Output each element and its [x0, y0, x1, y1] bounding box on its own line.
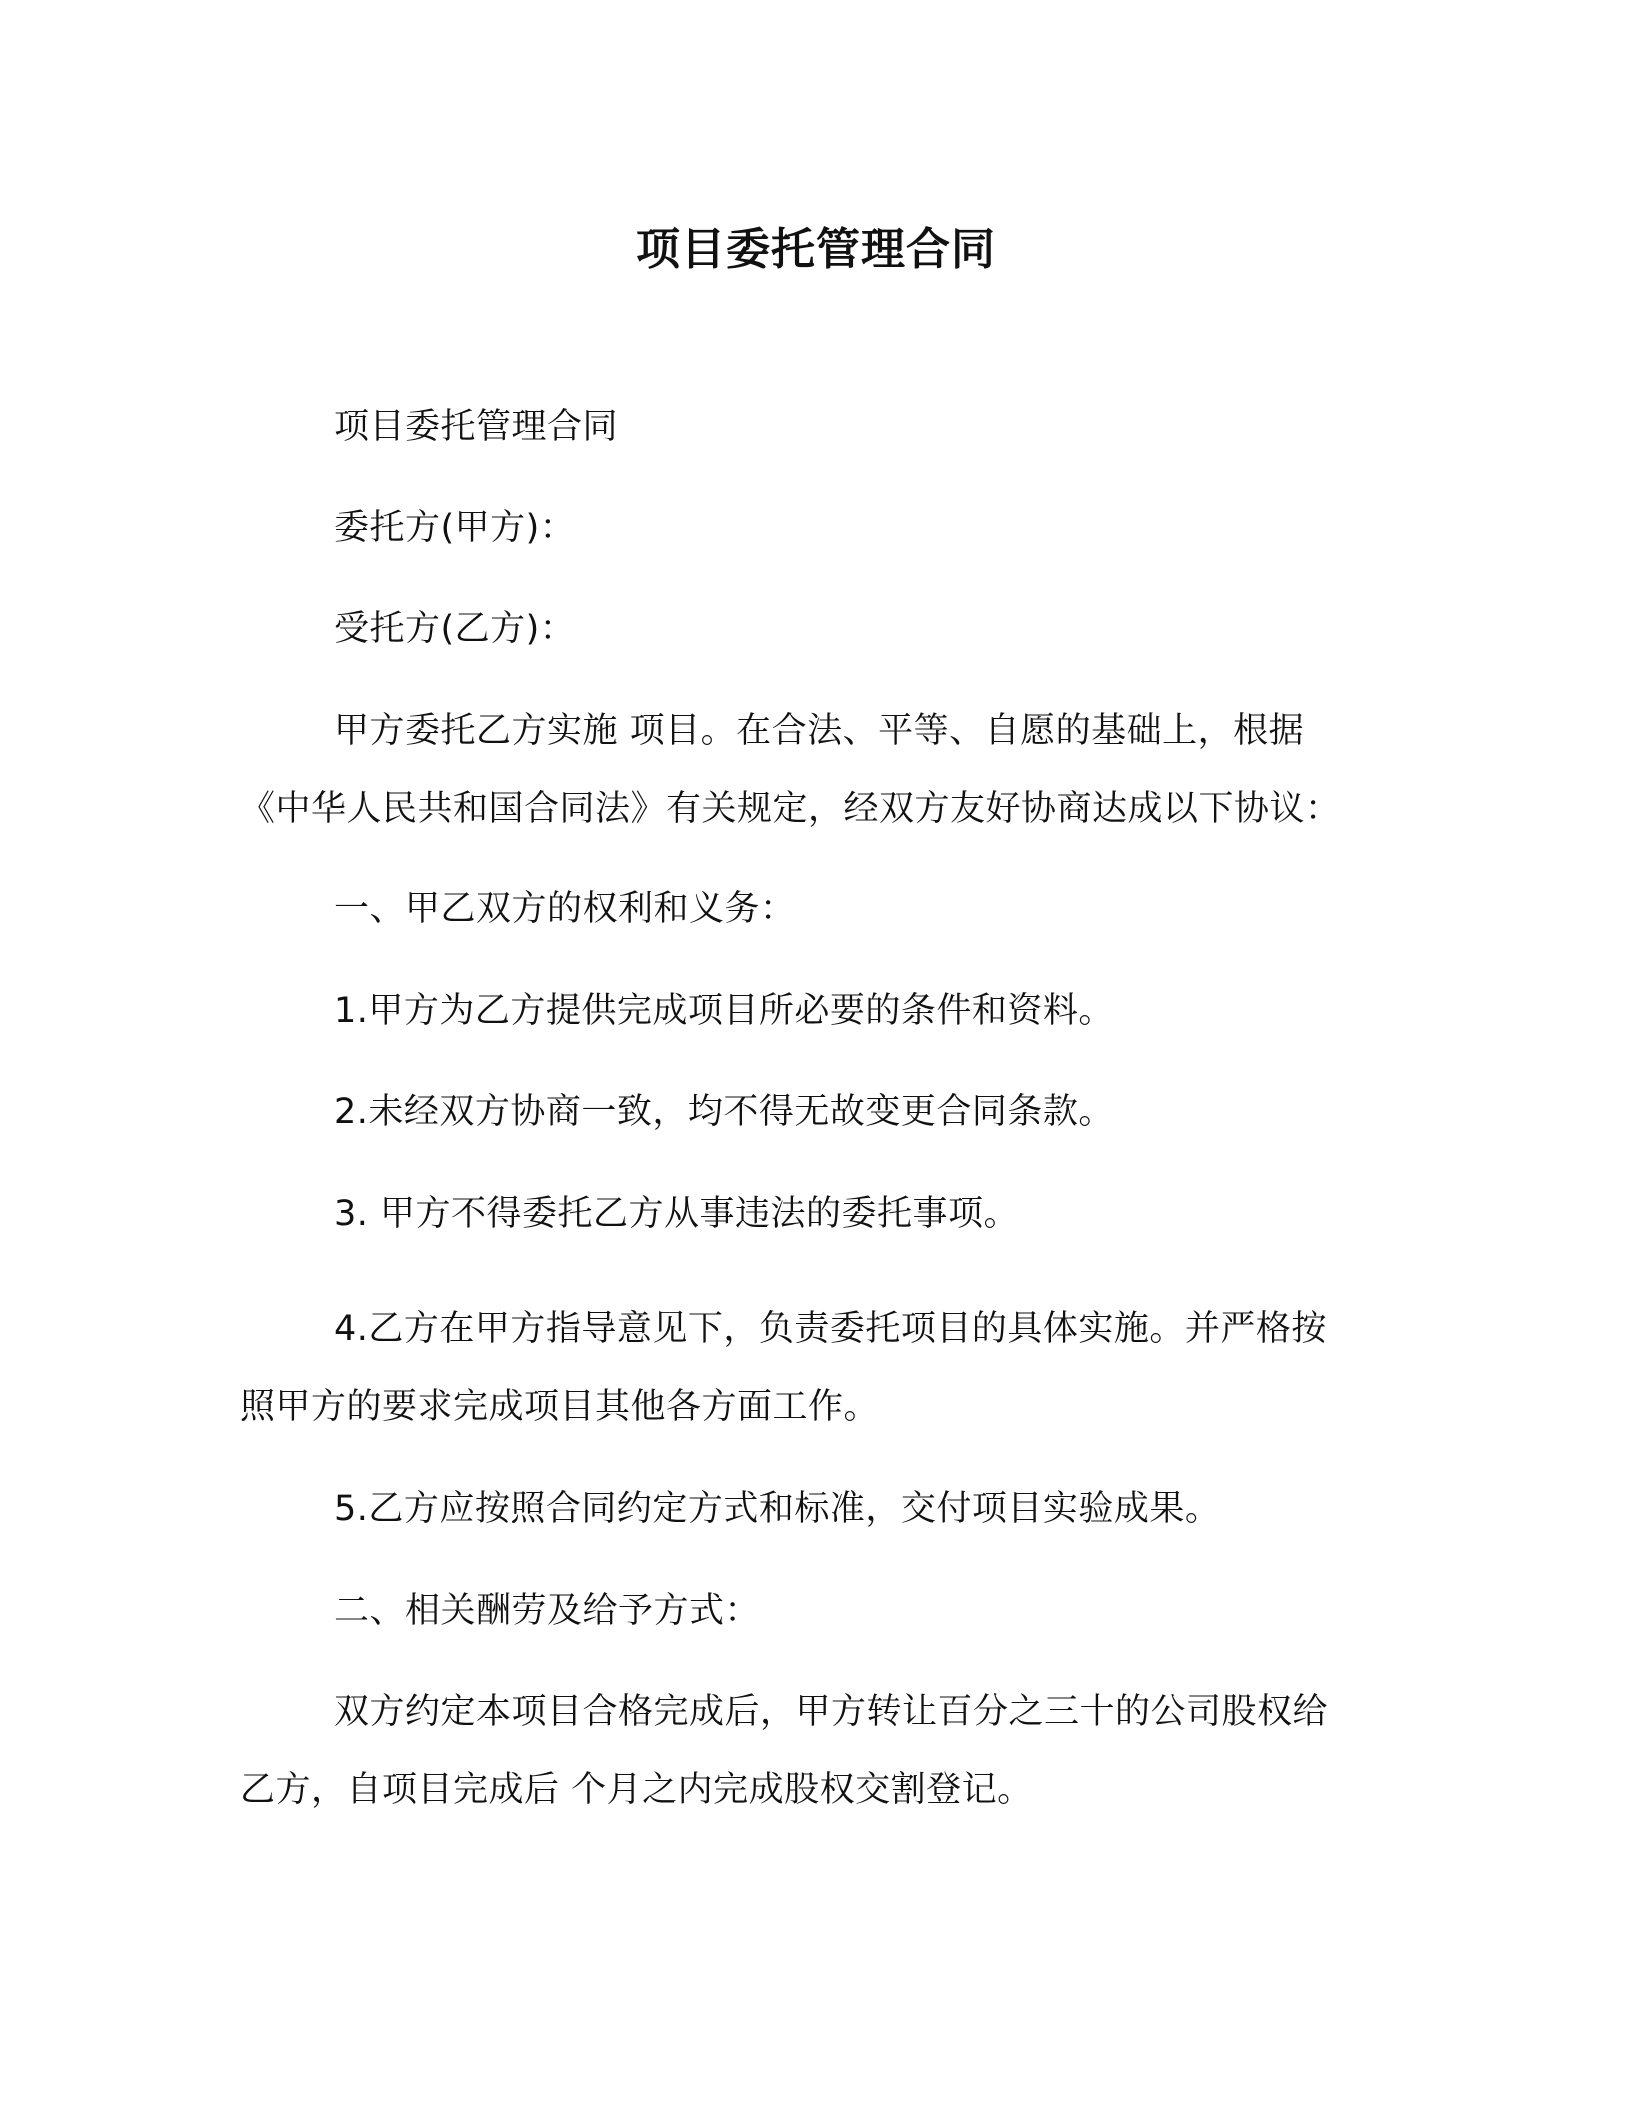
clause-3 [240, 1175, 1370, 1253]
paragraph-preamble [240, 692, 1370, 848]
paragraph-line: 5.乙方应按照合同约定方式和标准，交付项目实验成果。 [334, 1489, 1221, 1529]
paragraph-line: 照甲方的要求完成项目其他各方面工作。 [240, 1387, 880, 1427]
paragraph-line: 甲方委托乙方实施 项目。在合法、平等、自愿的基础上，根据 [334, 711, 1305, 751]
paragraph-line: 1.甲方为乙方提供完成项目所必要的条件和资料。 [334, 991, 1114, 1031]
document-title: 项目委托管理合同 [636, 224, 996, 275]
clause-4 [240, 1290, 1370, 1446]
paragraph-line: 一、甲乙双方的权利和义务： [334, 889, 796, 929]
paragraph-line: 2.未经双方协商一致，均不得无故变更合同条款。 [334, 1092, 1114, 1132]
section-heading-1 [240, 870, 1370, 948]
paragraph-line: 委托方(甲方)： [334, 508, 576, 548]
compensation-paragraph [240, 1673, 1370, 1829]
paragraph-party-b [240, 590, 1370, 668]
paragraph-line: 受托方(乙方)： [334, 609, 576, 649]
paragraph-subtitle [240, 388, 1370, 466]
paragraph-line: 《中华人民共和国合同法》有关规定，经双方友好协商达成以下协议： [240, 789, 1341, 829]
clause-5 [240, 1470, 1370, 1548]
paragraph-line: 二、相关酬劳及给予方式： [334, 1591, 761, 1631]
clause-2 [240, 1073, 1370, 1151]
paragraph-line: 项目委托管理合同 [334, 407, 619, 447]
paragraph-line: 双方约定本项目合格完成后，甲方转让百分之三十的公司股权给 [334, 1692, 1329, 1732]
paragraph-line: 4.乙方在甲方指导意见下，负责委托项目的具体实施。并严格按 [334, 1309, 1327, 1349]
paragraph-line: 3. 甲方不得委托乙方从事违法的委托事项。 [334, 1194, 1020, 1234]
section-heading-2 [240, 1572, 1370, 1650]
clause-1 [240, 972, 1370, 1050]
paragraph-line: 乙方，自项目完成后 个月之内完成股权交割登记。 [240, 1770, 1033, 1810]
paragraph-party-a [240, 489, 1370, 567]
